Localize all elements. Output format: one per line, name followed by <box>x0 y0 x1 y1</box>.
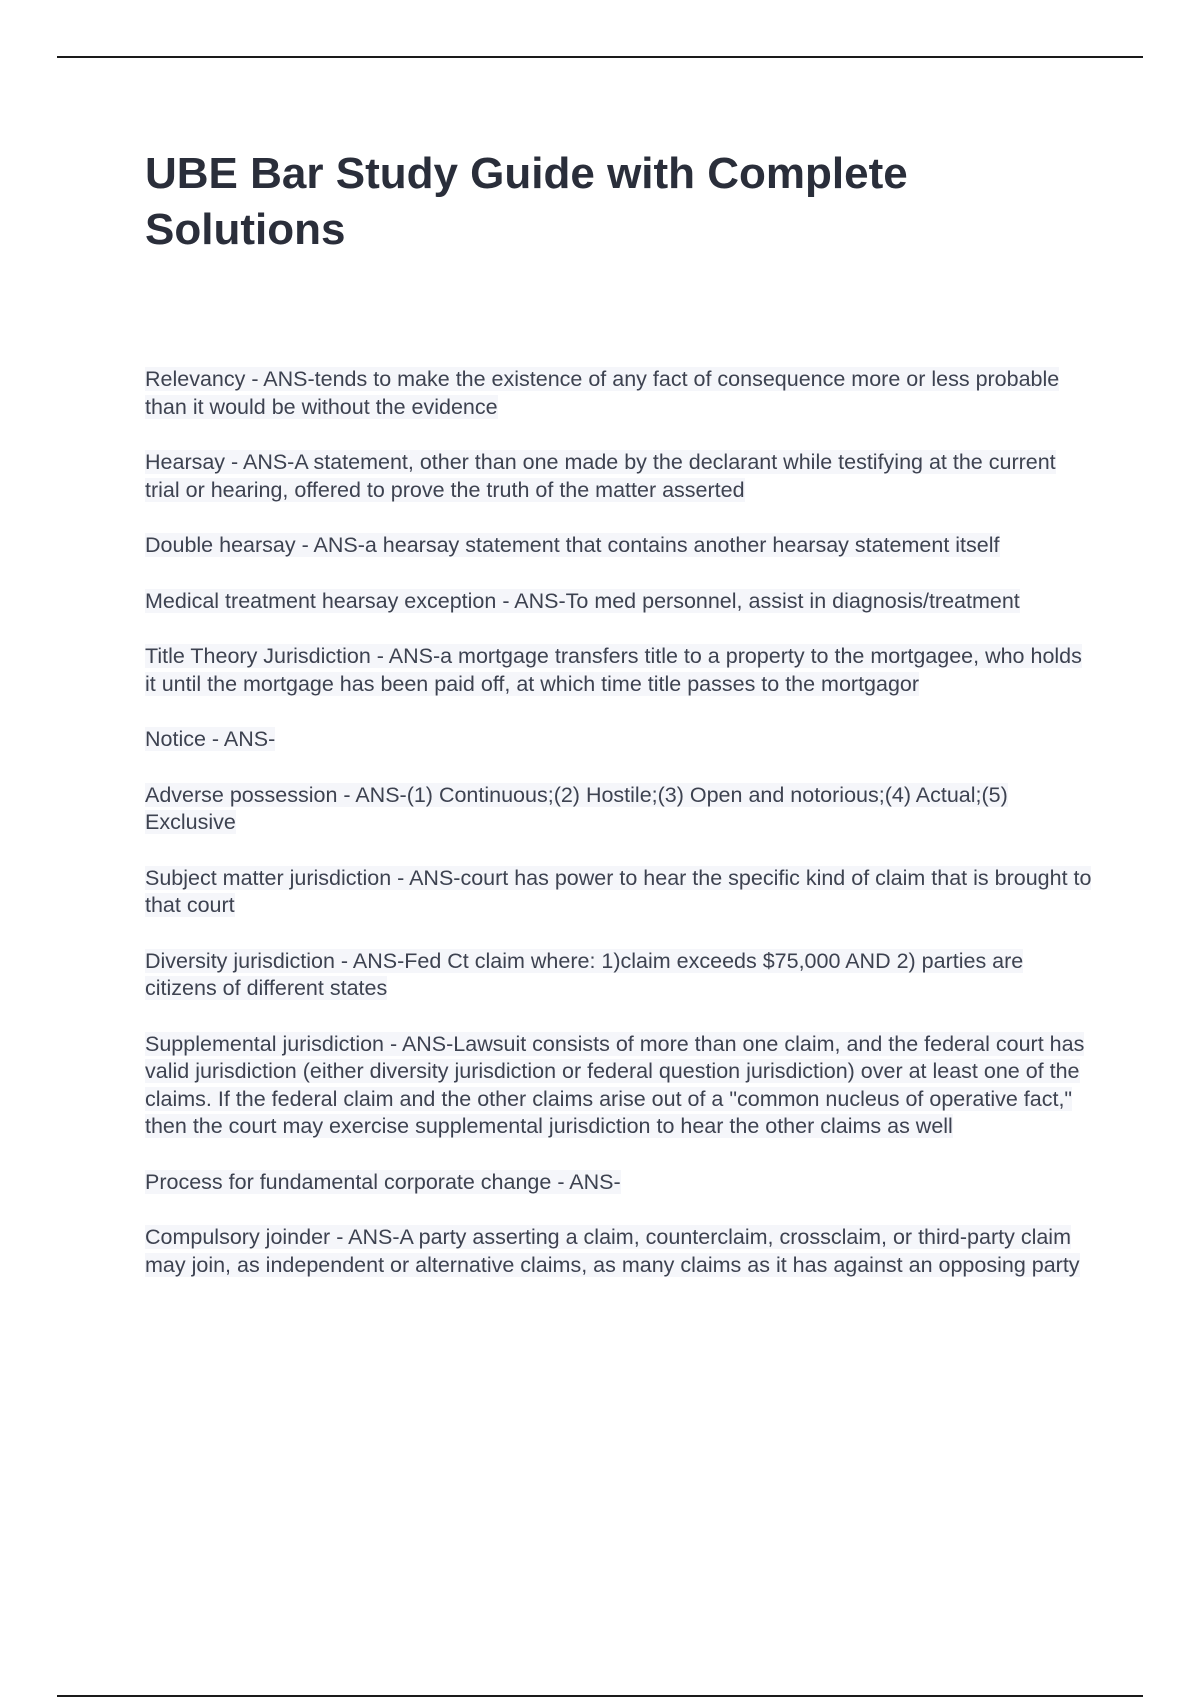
entry-list <box>145 366 1095 1307</box>
entry-title-theory-jurisdiction: Title Theory Jurisdiction - ANS-a mortgage transfers title to a property to the mortgagee, who holds it until the mortgage has been paid off, at which time title passes to the mortgagor <box>145 644 1082 696</box>
entry-diversity-jurisdiction: Diversity jurisdiction - ANS-Fed Ct claim where: 1)claim exceeds $75,000 AND 2) parties are citizens of different states <box>145 948 1024 1000</box>
document-title: UBE Bar Study Guide with Complete Solutions <box>145 149 908 254</box>
entry-adverse-possession: Adverse possession - ANS-(1) Continuous;(2) Hostile;(3) Open and notorious;(4) Actual;(5) Exclusive <box>145 782 1008 834</box>
entry-fundamental-corporate-change: Process for fundamental corporate change - ANS- <box>145 1169 621 1194</box>
header-rule <box>57 56 1143 58</box>
entry-relevancy: Relevancy - ANS-tends to make the existence of any fact of consequence more or less probable than it would be without the evidence <box>145 367 1060 419</box>
footer-rule <box>57 1695 1143 1697</box>
entry-notice: Notice - ANS- <box>145 727 276 751</box>
entry-supplemental-jurisdiction: Supplemental jurisdiction - ANS-Lawsuit consists of more than one claim, and the federal court has valid jurisdiction (either diversity jurisdiction or federal question jurisdiction) over at least one of the claims. If the federal claim and the other claims arise out of a "common nucleus of operative fact," then the court may exercise supplemental jurisdiction to hear the other claims as well <box>145 1031 1085 1138</box>
entry-compulsory-joinder: Compulsory joinder - ANS-A party asserting a claim, counterclaim, crossclaim, or third-party claim may join, as independent or alternative claims, as many claims as it has against an opposing party <box>145 1225 1080 1277</box>
entry-hearsay: Hearsay - ANS-A statement, other than one made by the declarant while testifying at the current trial or hearing, offered to prove the truth of the matter asserted <box>145 450 1056 502</box>
entry-subject-matter-jurisdiction: Subject matter jurisdiction - ANS-court has power to hear the specific kind of claim that is brought to that court <box>145 865 1092 917</box>
entry-double-hearsay: Double hearsay - ANS-a hearsay statement that contains another hearsay statement itself <box>145 533 1000 557</box>
entry-medical-treatment-exception: Medical treatment hearsay exception - ANS-To med personnel, assist in diagnosis/treatment <box>145 588 1020 613</box>
